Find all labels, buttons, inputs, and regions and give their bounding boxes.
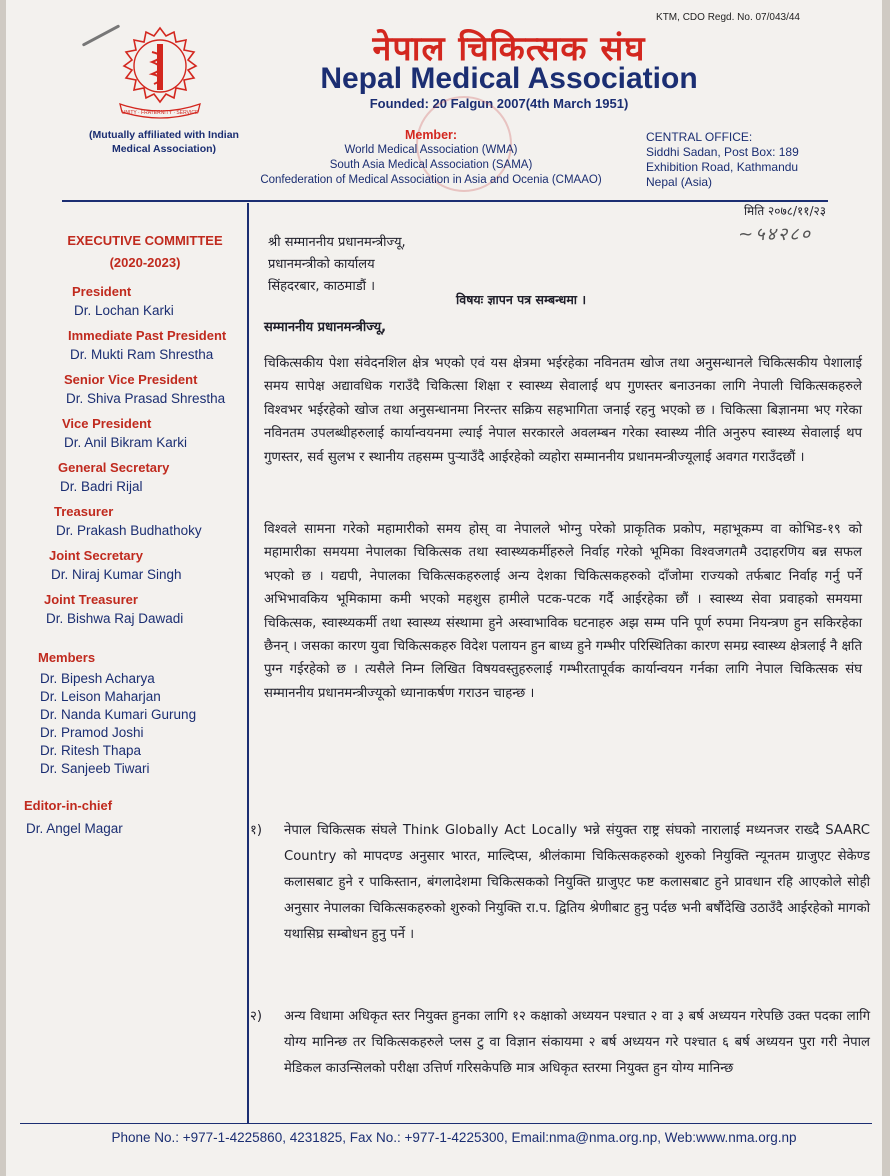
role-title: Treasurer: [54, 504, 114, 519]
point-number: २): [250, 1009, 263, 1024]
committee-term: (2020-2023): [109, 255, 181, 270]
member-line: Confederation of Medical Association in Asia and Ocenia (CMAAO): [260, 174, 602, 186]
executive-committee-sidebar: [16, 230, 244, 836]
member-line: World Medical Association (WMA): [344, 144, 518, 156]
org-title-english: Nepal Medical Association: [320, 62, 698, 95]
officer-block: [16, 592, 244, 626]
officer-block: [16, 284, 244, 318]
org-title-nepali: नेपाल चिकित्सक संघ: [372, 29, 646, 69]
salutation: सम्माननीय प्रधानमन्त्रीज्यू,: [264, 320, 387, 335]
member-name: Dr. Pramod Joshi: [40, 725, 144, 740]
officer-block: [16, 372, 244, 406]
member-name: Dr. Sanjeeb Tiwari: [40, 761, 150, 776]
members-title: Members: [38, 650, 96, 665]
sidebar-divider: [247, 203, 249, 1123]
header-divider: [62, 200, 828, 202]
member-name: Dr. Ritesh Thapa: [40, 743, 142, 758]
role-title: Vice President: [62, 416, 152, 431]
body-paragraph: चिकित्सकीय पेशा संवेदनशिल क्षेत्र भएको एवं यस क्षेत्रमा भईरहेका नविनतम खोज तथा अनुसन्धानले चिकित्सकीय पेशालाई समय सापेक्ष अद्यावधिक गराउँदै चिकित्सा शिक्षा र स्वास्थ्य सेवालाई थप गुणस्तर बनाउनका लागि नेपाली चिकित्सकहरुले विश्वभर भईरहेको खोज तथा अनुसन्धानमा निरन्तर सक्रिय सहभागिता जनाई रहनु भएको छ । चिकित्सा बिज्ञानमा भए गरेका नविनतम उपलब्धीहरुलाई कार्यान्वयनमा ल्याई नेपाल सरकारले अवलम्बन गरेका स्वास्थ्य नीति अनुरुप स्वास्थ्य सेवालाई थप गुणस्तर, सर्व सुलभ र स्थानीय तहसम्म पुऱ्याउँदै आईरहेको व्यहोरा सम्माननीय प्रधानमन्त्रीज्यूलाई अवगत गराउँदछौं ।: [264, 356, 862, 465]
committee-title: EXECUTIVE COMMITTEE: [67, 233, 223, 248]
contact-footer: Phone No.: +977-1-4225860, 4231825, Fax No.: +977-1-4225300, Email:nma@nma.org.np, Web:www.nma.org.np: [111, 1130, 797, 1145]
role-title: President: [72, 284, 132, 299]
letter-page: [6, 0, 882, 1176]
reference-number: ~५४२८०: [738, 224, 812, 245]
central-office: [646, 130, 799, 190]
officer-block: [16, 460, 244, 494]
address-line: प्रधानमन्त्रीको कार्यालय: [268, 257, 375, 272]
role-name: Dr. Prakash Budhathoky: [56, 523, 202, 538]
point-text: अन्य विधामा अधिकृत स्तर नियुक्त हुनका लागि १२ कक्षाको अध्ययन पश्चात २ वा ३ बर्ष अध्ययन गरेपछि उक्त पदका लागि योग्य मानिन्छ तर चिकित्सकहरुले प्लस टु वा विज्ञान संकायमा २ बर्ष अध्ययन गरे पश्चात ६ बर्ष अध्ययन पुरा गरी नेपाल मेडिकल काउन्सिलको परीक्षा उत्तिर्ण गरिसकेपछि मात्र अधिकृत स्तरमा नियुक्त हुन योग्य मानिन्छ: [284, 1009, 870, 1076]
members-block: [16, 650, 244, 776]
member-heading: Member:: [404, 128, 458, 142]
recipient-address: [268, 232, 406, 298]
officer-block: [16, 416, 244, 450]
address-line: श्री सम्माननीय प्रधानमन्त्रीज्यू,: [268, 235, 406, 250]
role-title: General Secretary: [58, 460, 170, 475]
member-line: South Asia Medical Association (SAMA): [329, 159, 533, 171]
role-title: Immediate Past President: [68, 328, 227, 343]
role-title: Senior Vice President: [64, 372, 198, 387]
editor-title: Editor-in-chief: [24, 798, 113, 813]
role-name: Dr. Bishwa Raj Dawadi: [46, 611, 184, 626]
demand-point: [250, 1004, 870, 1082]
point-number: १): [250, 823, 263, 838]
point-text: नेपाल चिकित्सक संघले Think Globally Act Locally भन्ने संयुक्त राष्ट्र संघको नारालाई मध्यनजर राख्दै SAARC Country को मापदण्ड अनुसार भारत, माल्दिप्स, श्रीलंकामा चिकित्सकहरुको शुरुको नियुक्ति न्यूनतम ग्राजुएट सेकेण्ड कलासबाट हुने र पाकिस्तान, बंगलादेशमा चिकित्सकको नियुक्ति ग्राजुएट फष्ट कलासबाट हुने प्रावधान रहि आएकोले सोही अनुसार नेपालका चिकित्सकहरुको शुरुको नियुक्ति रा.प. द्वितिय श्रेणीबाट हुनु पर्दछ भनी बर्षौदेखि उठाउँदै आईरहेको मागको यथासिघ्र सम्बोधन हुनु पर्ने ।: [284, 823, 870, 942]
letter-subject: विषयः ज्ञापन पत्र सम्बन्धमा ।: [456, 292, 587, 307]
logo-ribbon: UNITY · FRATERNITY · SERVICE: [121, 110, 199, 116]
founded-line: Founded: 20 Falgun 2007(4th March 1951): [369, 96, 629, 111]
member-name: Dr. Bipesh Acharya: [40, 671, 155, 686]
officer-block: [16, 328, 244, 362]
demand-point: [250, 818, 870, 948]
officer-block: [16, 504, 244, 538]
office-line: Siddhi Sadan, Post Box: 189: [646, 145, 799, 159]
editor-name: Dr. Angel Magar: [26, 821, 123, 836]
role-name: Dr. Niraj Kumar Singh: [51, 567, 182, 582]
role-name: Dr. Mukti Ram Shrestha: [70, 347, 214, 362]
role-title: Joint Treasurer: [44, 592, 138, 607]
letter-date: मिति २०७८/११/२३: [743, 204, 826, 218]
member-name: Dr. Nanda Kumari Gurung: [40, 707, 197, 722]
role-name: Dr. Anil Bikram Karki: [64, 435, 188, 450]
officer-block: [16, 548, 244, 582]
role-title: Joint Secretary: [49, 548, 143, 563]
editor-block: [16, 798, 244, 836]
office-line: Nepal (Asia): [646, 175, 713, 189]
body-paragraph: विश्वले सामना गरेको महामारीको समय होस् वा नेपालले भोग्नु परेको प्राकृतिक प्रकोप, महाभूकम्प वा कोभिड-१९ को महामारीका समयमा नेपालका चिकित्सक तथा स्वास्थ्यकर्मीहरुले निर्वाह गरेको भूमिका विश्वजगतमै उदाहरणिय बन्न सफल भएको छ । यद्यपी, नेपालका चिकित्सकहरुलाई अन्य देशका चिकित्सकहरुको दाँजोमा राज्यको तर्फबाट निर्वाह गर्नु पर्ने अभिभावकिय भूमिकामा कमी भएको महशुस हामीले पटक-पटक गर्दै आईरहेका छौं । स्वास्थ्य सेवा प्रवाहको समयमा चिकित्सक, स्वास्थ्यकर्मी तथा स्वास्थ्य संस्थामा हुने अस्वाभाविक घटनाहरु अझ सम्म पनि पूर्ण रुपमा नियन्त्रण हुन सकिरहेका छैनन् । जसका कारण युवा चिकित्सकहरु विदेश पलायन हुन बाध्य हुने गम्भीर परिस्थितिका कारण समग्र स्वास्थ्य क्षेत्रलाई नै क्षति पुग्न गईरहेको छ । त्यसैले निम्न लिखित विषयवस्तुहरुलाई गम्भीरतापूर्वक कार्यान्वयन गर्नका लागि नेपाल चिकित्सक संघ सम्माननीय प्रधानमन्त्रीज्यूको ध्यानाकर्षण गराउन चाहन्छ ।: [264, 522, 862, 701]
affiliation-note: (Mutually affiliated with Indian Medical Association): [89, 129, 239, 155]
office-line: Exhibition Road, Kathmandu: [646, 160, 799, 174]
member-name: Dr. Leison Maharjan: [40, 689, 161, 704]
role-name: Dr. Shiva Prasad Shrestha: [66, 391, 226, 406]
role-name: Dr. Badri Rijal: [60, 479, 143, 494]
role-name: Dr. Lochan Karki: [74, 303, 174, 318]
registration-number: KTM, CDO Regd. No. 07/043/44: [656, 12, 800, 23]
address-line: सिंहदरबार, काठमाडौं ।: [268, 279, 376, 294]
membership-block: [226, 128, 636, 188]
office-heading: CENTRAL OFFICE:: [646, 130, 753, 144]
footer-divider: [20, 1123, 872, 1124]
